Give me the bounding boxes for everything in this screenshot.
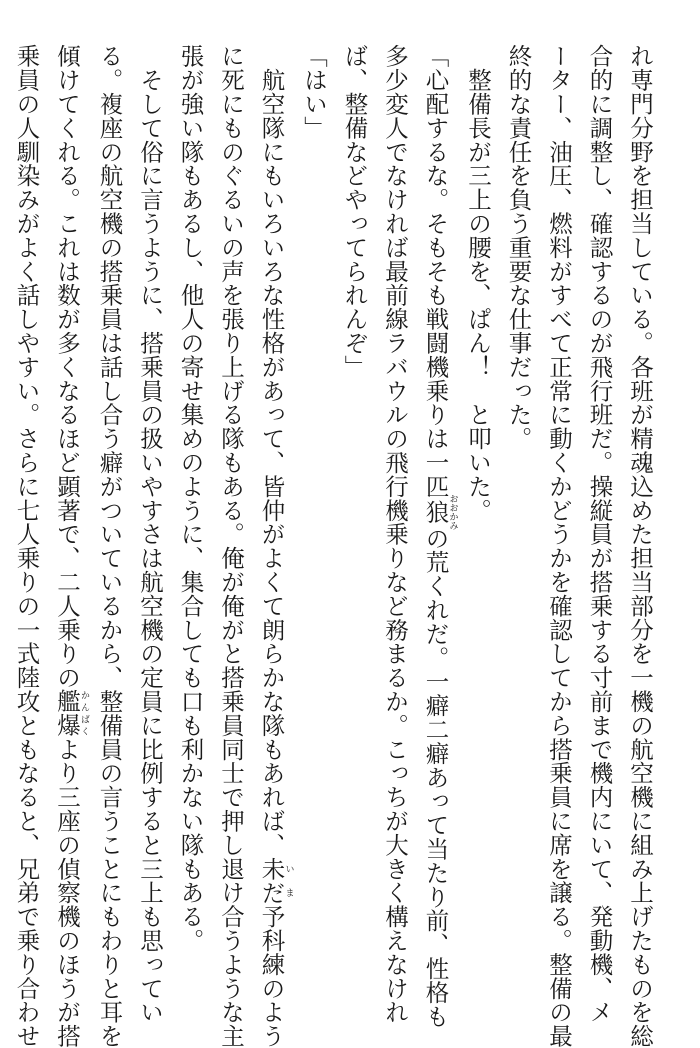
ruby-reading: かんばく (79, 689, 89, 738)
text-segment: 「心配するな。そもそも戦闘機乗りは一匹 (421, 44, 450, 499)
ruby-base: 未だ (257, 856, 286, 905)
text-line: 張が強い隊もあるし、他人の寄せ集めのように、集合しても口も利かない隊もある。 (176, 44, 205, 953)
ruby-ima (257, 856, 294, 905)
text-line (415, 44, 458, 1029)
text-segment: 予科練のよう (257, 904, 286, 1048)
text-line: そして俗に言うように、搭乗員の扱いやすさは航空機の定員に比例すると三上も思ってい (136, 44, 164, 1024)
text-line: 合的に調整し、確認するのが飛行班だ。操縦員が搭乗する寸前まで機内にいて、発動機、メ (585, 44, 614, 1024)
ruby-base: 狼 (421, 494, 450, 531)
ruby-reading: いま (283, 856, 294, 905)
text-segment: の荒くれだ。一癖二癖あって当たり前、性格も (421, 526, 450, 1029)
text-line: る。複座の航空機の搭乗員は話し合う癖がついているから、整備員の言うことにもわりと耳を (95, 44, 124, 1048)
text-line (0, 44, 6, 986)
ruby-kanbaku (53, 689, 89, 738)
ruby-okami (421, 494, 458, 531)
text-segment: より三座の偵察機のほうが搭 (53, 737, 81, 1048)
text-line: れ専門分野を担当している。各班が精魂込めた担当部分を一機の航空機に組み上げたものを総 (626, 44, 654, 1048)
ruby-base: 艦爆 (53, 689, 81, 738)
text-line: 乗員の人馴染みがよく話しやすい。さらに七人乗りの一式陸攻ともなると、兄弟で乗り合わせ (12, 44, 41, 1048)
text-line: 整備長が三上の腰を、ぱん！ と叩いた。 (464, 44, 492, 522)
ruby-reading: おおかみ (447, 494, 458, 531)
text-line: に死にものぐるいの声を張り上げる隊もある。俺が俺がと搭乗員同士で押し退け合うような主 (217, 44, 245, 1048)
text-line (251, 44, 294, 1048)
text-line: 多少変人でなければ最前線ラバウルの飛行機乗りなど務まるか。こっちが大きく構えなけれ (381, 44, 409, 1024)
text-line (47, 44, 90, 1048)
text-line: 「はい」 (300, 44, 328, 140)
text-line: 終的な責任を負う重要な仕事だった。 (504, 44, 533, 451)
text-segment: 傾けてくれる。これは数が多くなるほど顕著で、二人乗りの (53, 44, 81, 690)
text-line: ば、整備などやってられんぞ」 (340, 44, 369, 379)
text-line: ーター、油圧、燃料がすべて正常に動くかどうかを確認してから搭乗員に席を譲る。整備の最 (545, 44, 573, 1048)
vertical-text-body (12, 44, 660, 1048)
text-segment: 航空隊にもいろいろな性格があって、皆仲がよくて朗らかな隊もあれば、 (257, 44, 286, 857)
